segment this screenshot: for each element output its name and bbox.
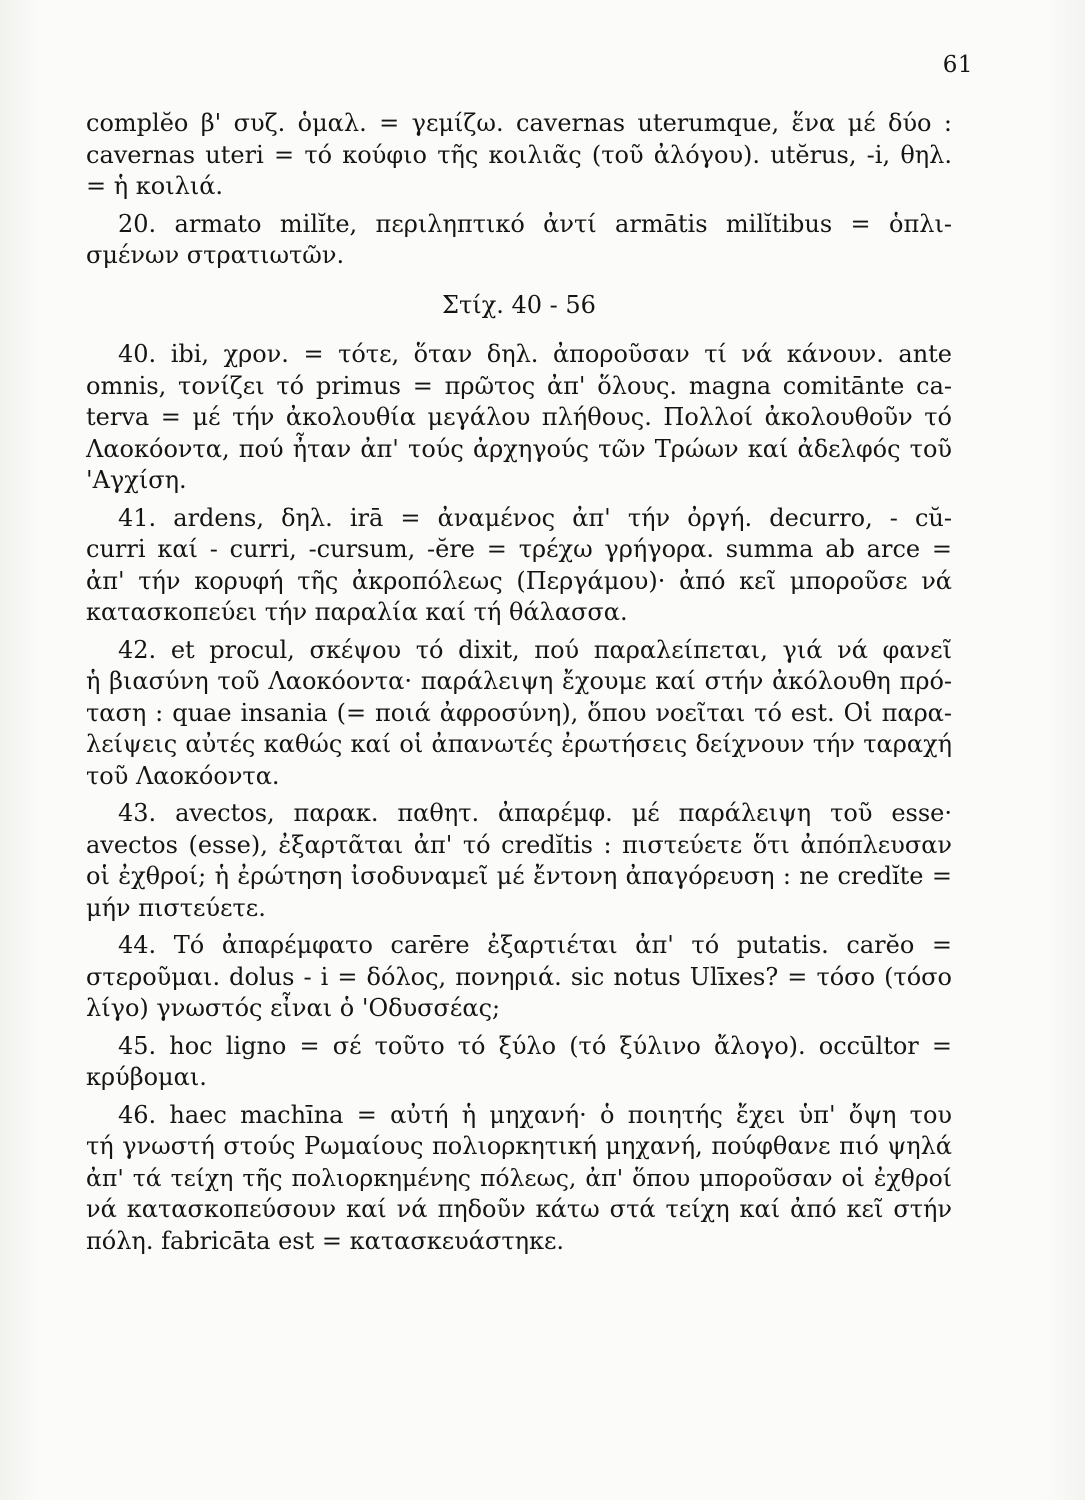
text-line: 41. ardens, δηλ. irā = ἀναμένος ἀπ' τήν ὀργή. decurro, - cŭ- — [118, 503, 952, 532]
text-line: νά κατασκοπεύσουν καί νά πηδοῦν κάτω στά τείχη καί ἀπό κεῖ στήν — [86, 1195, 952, 1223]
text-line: 44. Τό ἀπαρέμφατο carēre ἐξαρτιέται ἀπ' τό putatis. carĕo = — [118, 931, 952, 959]
text-line: 'Αγχίση. — [86, 466, 187, 494]
text-line: 45. hoc ligno = σέ τοῦτο τό ξύλο (τό ξύλινο ἄλογο). occūltor = — [118, 1031, 952, 1060]
text-line: Λαοκόοντα, πού ἦταν ἀπ' τούς ἀρχηγούς τῶν Τρώων καί ἀδελφός τοῦ — [86, 434, 952, 463]
text-line: = ἡ κοιλιά. — [86, 172, 224, 200]
text-line: κατασκοπεύει τήν παραλία καί τή θάλασσα. — [86, 598, 628, 626]
text-line: ἀπ' τήν κορυφή τῆς ἀκροπόλεως (Περγάμου)· ἀπό κεῖ μποροῦσε νά — [86, 566, 952, 595]
paragraph — [86, 930, 952, 1025]
page-number: 61 — [942, 52, 973, 78]
text-line: avectos (esse), ἐξαρτᾶται ἀπ' τό credĭtis : πιστεύετε ὅτι ἀπόπλευσαν — [86, 830, 952, 859]
text-line: πόλη. fabricāta est = κατασκευάστηκε. — [86, 1226, 565, 1255]
text-line: λείψεις αὐτές καθώς καί οἱ ἀπανωτές ἐρωτήσεις δείχνουν τήν ταραχή — [86, 730, 952, 758]
text-line: ἀπ' τά τείχη τῆς πολιορκημένης πόλεως, ἀπ' ὅπου μποροῦσαν οἱ ἐχθροί — [86, 1163, 952, 1192]
paragraph — [86, 108, 952, 203]
text-line: 20. armato milĭte, περιληπτικό ἀντί armātis milĭtibus = ὁπλι- — [118, 209, 952, 238]
page-body — [86, 108, 952, 1263]
paragraph — [86, 1031, 952, 1094]
paragraph — [86, 209, 952, 272]
text-line: μήν πιστεύετε. — [86, 893, 266, 922]
text-line: ἡ βιασύνη τοῦ Λαοκόοντα· παράλειψη ἔχουμε καί στήν ἀκόλουθη πρό- — [86, 667, 952, 695]
paragraph — [86, 503, 952, 629]
text-line: οἱ ἐχθροί; ἡ ἐρώτηση ἰσοδυναμεῖ μέ ἔντονη ἀπαγόρευση : ne credĭte = — [86, 862, 952, 890]
text-line: λίγο) γνωστός εἶναι ὁ 'Οδυσσέας; — [86, 994, 501, 1022]
text-line: cavernas uteri = τό κούφιο τῆς κοιλιᾶς (τοῦ ἀλόγου). utĕrus, -i, θηλ. — [86, 140, 952, 169]
text-line: σμένων στρατιωτῶν. — [86, 241, 345, 269]
paragraph — [86, 339, 952, 497]
text-line: complĕo β' συζ. ὁμαλ. = γεμίζω. cavernas uterumque, ἕνα μέ δύο : — [86, 109, 952, 137]
text-line: 42. et procul, σκέψου τό dixit, πού παραλείπεται, γιά νά φανεῖ — [118, 635, 952, 664]
text-line: τή γνωστή στούς Ρωμαίους πολιορκητική μηχανή, πούφθανε πιό ψηλά — [86, 1132, 952, 1160]
paragraph — [86, 798, 952, 924]
paragraph — [86, 1100, 952, 1258]
text-line: 43. avectos, παρακ. παθητ. ἀπαρέμφ. μέ παράλειψη τοῦ esse· — [118, 799, 952, 827]
text-line: στεροῦμαι. dolus - i = δόλος, πονηριά. sic notus Ulīxes? = τόσο (τόσο — [86, 962, 952, 991]
text-line: 40. ibi, χρον. = τότε, ὅταν δηλ. ἀποροῦσαν τί νά κάνουν. ante — [118, 340, 952, 368]
paragraph — [86, 635, 952, 793]
text-line: τοῦ Λαοκόοντα. — [86, 761, 280, 790]
section-heading: Στίχ. 40 - 56 — [442, 290, 596, 319]
text-line: curri καί - curri, -cursum, -ĕre = τρέχω γρήγορα. summa ab arce = — [86, 535, 952, 563]
text-line: omnis, τονίζει τό primus = πρῶτος ἀπ' ὅλους. magna comitānte ca- — [86, 371, 952, 400]
text-line: 46. haec machīna = αὐτή ἡ μηχανή· ὁ ποιητής ἔχει ὑπ' ὄψη του — [118, 1100, 952, 1129]
text-line: κρύβομαι. — [86, 1063, 207, 1091]
text-line: terva = μέ τήν ἀκολουθία μεγάλου πλήθους. Πολλοί ἀκολουθοῦν τό — [86, 403, 952, 431]
text-line: ταση : quae insania (= ποιά ἀφροσύνη), ὅπου νοεῖται τό est. Οἱ παρα- — [86, 698, 952, 727]
